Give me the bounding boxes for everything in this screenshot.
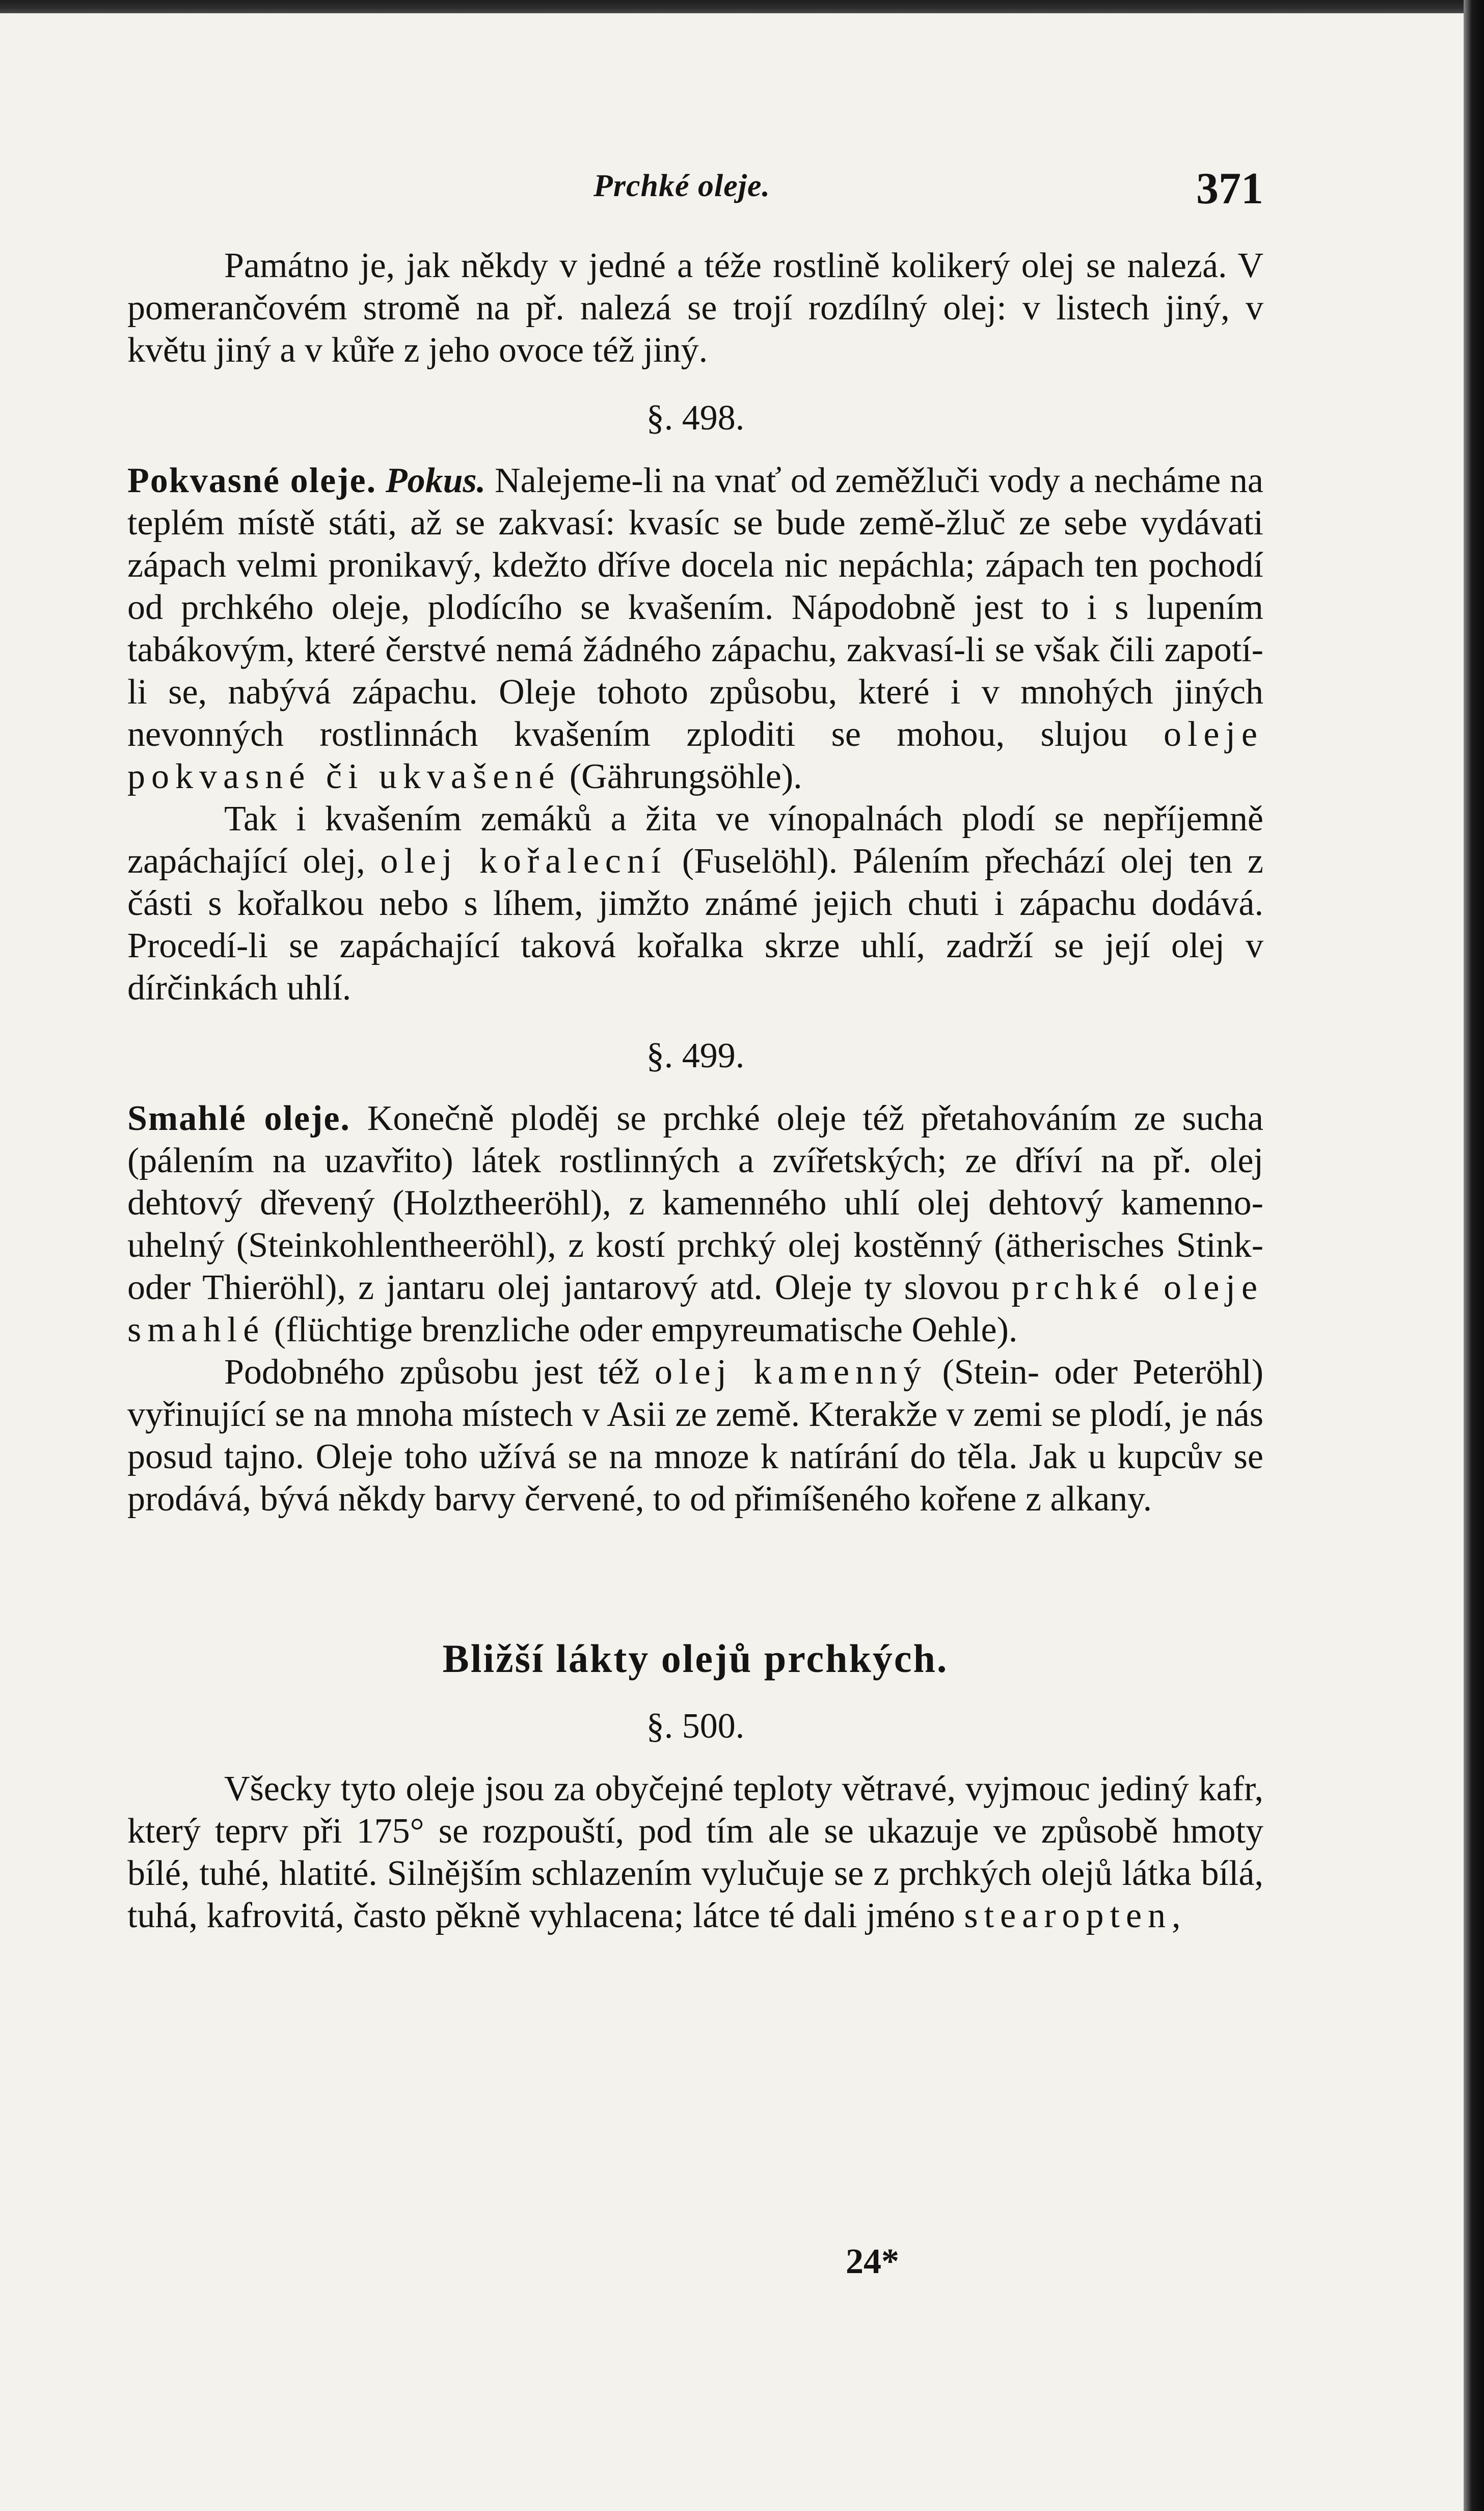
section-499-p2-text-b: (Stein- oder Peteröhl) vyřinující se na mnoha místech v Asii ze země. Kterakže v zemi se plodí, je nás posud tajno. Oleje toho užívá se na mnoze k natírání do těla. Jak u kupcův se prodává, bývá někdy barvy červené, to od přimíšeného kořene z alkany. xyxy=(127,1353,1264,1519)
section-500-sign: §. 500. xyxy=(646,1707,745,1746)
scan-frame-top xyxy=(0,0,1484,13)
section-499-text-b: (flüchtige brenzliche oder empyreumatische Oehle). xyxy=(274,1310,1018,1349)
section-499-paragraph-1 xyxy=(127,1097,1263,1351)
section-498-lead-title: Pokvasné oleje. xyxy=(127,461,377,500)
section-499-paragraph-2 xyxy=(127,1351,1263,1520)
section-499-lead-title: Smahlé oleje. xyxy=(127,1099,350,1138)
section-498-paragraph-2 xyxy=(127,798,1263,1009)
section-499-p2-text-a: Podobného způsobu jest též xyxy=(224,1353,640,1392)
section-499-sign: §. 499. xyxy=(646,1036,745,1075)
section-500-paragraph-1 xyxy=(127,1768,1263,1937)
page-body xyxy=(127,245,1263,1937)
section-498-sign: §. 498. xyxy=(646,398,745,438)
section-500-text-a: Všecky tyto oleje jsou za obyčejné teploty větravé, vyjmouc jediný kafr, který teprv při 175° se rozpouští, pod tím ale se ukazuje ve způsobě hmoty bílé, tuhé, hlatité. Silnějším schlazením vylučuje se z prchkých olejů látka bílá, tuhá, kafrovitá, často pěkně vyhlacena; látce té dali jméno xyxy=(127,1769,1263,1935)
section-498-p2-text-b: (Fuselöhl). Pálením přechází olej ten z části s kořalkou nebo s líhem, jimžto známé jejich chuti i zápachu dodává. Procedí-li se zapáchající taková kořalka skrze uhlí, zadrží se její olej v dírčinkách uhlí. xyxy=(127,842,1264,1008)
section-499-p2-term: olej kamenný xyxy=(655,1353,928,1392)
section-498-text-b: (Gährungsöhle). xyxy=(569,757,802,796)
intro-paragraph: Památno je, jak někdy v jedné a téže rostlině kolikerý olej se nalezá. V pomerančovém stromě na př. nalezá se trojí rozdílný olej: v listech jiný, v květu jiný a v kůře z jeho ovoce též jiný. xyxy=(127,246,1263,370)
page-header xyxy=(127,163,1263,224)
section-498-p2-term: olej kořalecní xyxy=(380,842,667,881)
scan-frame-right xyxy=(1464,0,1484,2511)
section-499-term: prchké oleje smahlé xyxy=(127,1268,1264,1349)
running-title: Prchké oleje. xyxy=(593,169,771,203)
page-number: 371 xyxy=(1196,164,1263,213)
book-page xyxy=(127,163,1263,1937)
section-499-text-a: Konečně ploděj se prchké oleje též přetahováním ze sucha (pálením na uzavřito) látek rostlinných a zvířetských; ze dříví na př. olej dehtový dřevený (Holztheeröhl), z kamenného uhlí olej dehtový kamenno-uhelný (Steinkohlentheeröhl), z kostí prchký olej kostěnný (ätherisches Stink- oder Thieröhl), z jantaru olej jantarový atd. Oleje ty slovou xyxy=(127,1099,1263,1307)
chapter-heading: Bližší lákty olejů prchkých. xyxy=(442,1636,949,1681)
section-498-paragraph-1 xyxy=(127,460,1263,798)
section-498-term: oleje pokvasné či ukvašené xyxy=(127,715,1263,796)
section-498-text-a: Nalejeme-li na vnať od zeměžluči vody a necháme na teplém místě státi, až se zakvasí: kvasíc se bude země-žluč ze sebe vydávati zápach velmi pronikavý, kdežto dříve docela nic nepáchla; zápach ten pochodí od prchkého oleje, plodícího se kvašením. Nápodobně jest to i s lupením tabákovým, které čerstvé nemá žádného zápachu, zakvasí-li se však čili zapotí-li se, nabývá zápachu. Oleje tohoto způsobu, které i v mnohých jiných nevonných rostlinnách kvašením zploditi se mohou, slujou xyxy=(127,461,1263,754)
printer-signature-mark: 24* xyxy=(846,2242,899,2281)
section-498-p2-text-a: Tak i kvašením zemáků a žita ve vínopalnách plodí se nepříjemně zapáchající olej, xyxy=(127,799,1263,881)
section-500-term: stearopten, xyxy=(964,1896,1187,1935)
section-498-lead-subtitle: Pokus. xyxy=(385,461,486,500)
